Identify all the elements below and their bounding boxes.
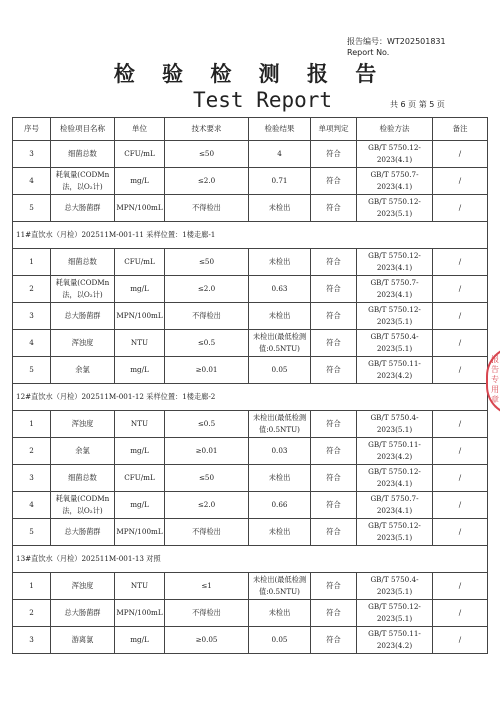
cell-item: 总大肠菌群: [51, 600, 115, 627]
cell-method: GB/T 5750.4-2023(5.1): [357, 330, 433, 357]
table-row: [13, 600, 488, 627]
table-row: [13, 411, 488, 438]
table-row: [13, 195, 488, 222]
table-row: [13, 573, 488, 600]
col-header-result: 检验结果: [249, 118, 311, 141]
cell-judgement: 符合: [311, 573, 357, 600]
cell-result: 未检出(最低检测值:0.5NTU): [249, 573, 311, 600]
cell-requirement: ≤1: [165, 573, 249, 600]
col-header-requirement: 技术要求: [165, 118, 249, 141]
table-row: [13, 168, 488, 195]
cell-requirement: ≤0.5: [165, 330, 249, 357]
cell-result: 0.03: [249, 438, 311, 465]
report-title-cn: 检 验 检 测 报 告: [113, 61, 387, 86]
cell-requirement: 不得检出: [165, 195, 249, 222]
cell-no: 4: [13, 330, 51, 357]
cell-unit: MPN/100mL: [115, 195, 165, 222]
group-header-text: 13#直饮水（月检）202511M-001-13 对照: [13, 546, 488, 573]
cell-no: 1: [13, 249, 51, 276]
cell-item: 余氯: [51, 438, 115, 465]
cell-unit: mg/L: [115, 627, 165, 654]
cell-requirement: ≥0.05: [165, 627, 249, 654]
cell-requirement: ≤2.0: [165, 492, 249, 519]
cell-note: /: [433, 330, 488, 357]
cell-method: GB/T 5750.4-2023(5.1): [357, 573, 433, 600]
cell-judgement: 符合: [311, 276, 357, 303]
cell-unit: MPN/100mL: [115, 600, 165, 627]
cell-unit: MPN/100mL: [115, 519, 165, 546]
cell-result: 未检出: [249, 249, 311, 276]
cell-judgement: 符合: [311, 411, 357, 438]
cell-judgement: 符合: [311, 600, 357, 627]
cell-no: 5: [13, 519, 51, 546]
cell-method: GB/T 5750.12-2023(5.1): [357, 519, 433, 546]
page-info: 共 6 页 第 5 页: [390, 100, 445, 109]
cell-item: 总大肠菌群: [51, 519, 115, 546]
cell-requirement: ≥0.01: [165, 438, 249, 465]
cell-requirement: ≤2.0: [165, 276, 249, 303]
cell-method: GB/T 5750.12-2023(4.1): [357, 465, 433, 492]
cell-unit: CFU/mL: [115, 141, 165, 168]
cell-judgement: 符合: [311, 330, 357, 357]
cell-result: 未检出: [249, 195, 311, 222]
cell-method: GB/T 5750.7-2023(4.1): [357, 492, 433, 519]
cell-judgement: 符合: [311, 249, 357, 276]
cell-item: 游离氯: [51, 627, 115, 654]
cell-result: 未检出: [249, 519, 311, 546]
cell-item: 余氯: [51, 357, 115, 384]
cell-method: GB/T 5750.11-2023(4.2): [357, 357, 433, 384]
cell-item: 细菌总数: [51, 249, 115, 276]
cell-note: /: [433, 465, 488, 492]
cell-note: /: [433, 438, 488, 465]
cell-result: 0.63: [249, 276, 311, 303]
results-table: [12, 117, 488, 654]
cell-requirement: ≤2.0: [165, 168, 249, 195]
table-header-row: [13, 118, 488, 141]
cell-requirement: ≤50: [165, 465, 249, 492]
col-header-item: 检验项目名称: [51, 118, 115, 141]
cell-note: /: [433, 195, 488, 222]
cell-result: 0.05: [249, 357, 311, 384]
col-header-note: 备注: [433, 118, 488, 141]
cell-no: 3: [13, 465, 51, 492]
cell-item: 总大肠菌群: [51, 195, 115, 222]
cell-result: 未检出: [249, 303, 311, 330]
cell-judgement: 符合: [311, 357, 357, 384]
cell-note: /: [433, 627, 488, 654]
group-header-row: [13, 546, 488, 573]
report-title-en: Test Report: [193, 88, 333, 112]
cell-unit: CFU/mL: [115, 465, 165, 492]
cell-no: 4: [13, 168, 51, 195]
cell-requirement: ≤50: [165, 141, 249, 168]
cell-no: 3: [13, 303, 51, 330]
cell-note: /: [433, 519, 488, 546]
table-row: [13, 141, 488, 168]
cell-unit: NTU: [115, 411, 165, 438]
cell-method: GB/T 5750.12-2023(5.1): [357, 600, 433, 627]
cell-method: GB/T 5750.12-2023(4.1): [357, 249, 433, 276]
cell-result: 0.66: [249, 492, 311, 519]
cell-judgement: 符合: [311, 438, 357, 465]
cell-method: GB/T 5750.12-2023(5.1): [357, 303, 433, 330]
table-row: [13, 330, 488, 357]
cell-result: 4: [249, 141, 311, 168]
cell-method: GB/T 5750.11-2023(4.2): [357, 627, 433, 654]
cell-no: 2: [13, 600, 51, 627]
table-body: [13, 141, 488, 654]
table-row: [13, 303, 488, 330]
cell-requirement: 不得检出: [165, 303, 249, 330]
cell-note: /: [433, 303, 488, 330]
cell-result: 未检出(最低检测值:0.5NTU): [249, 330, 311, 357]
cell-judgement: 符合: [311, 465, 357, 492]
cell-unit: mg/L: [115, 168, 165, 195]
cell-note: /: [433, 141, 488, 168]
cell-judgement: 符合: [311, 627, 357, 654]
cell-judgement: 符合: [311, 519, 357, 546]
col-header-unit: 单位: [115, 118, 165, 141]
cell-unit: mg/L: [115, 357, 165, 384]
cell-unit: mg/L: [115, 492, 165, 519]
cell-method: GB/T 5750.4-2023(5.1): [357, 411, 433, 438]
cell-method: GB/T 5750.12-2023(5.1): [357, 195, 433, 222]
table-row: [13, 627, 488, 654]
report-number: [347, 36, 446, 58]
cell-unit: MPN/100mL: [115, 303, 165, 330]
table-row: [13, 249, 488, 276]
cell-no: 1: [13, 573, 51, 600]
group-header-row: [13, 384, 488, 411]
cell-note: /: [433, 492, 488, 519]
cell-judgement: 符合: [311, 141, 357, 168]
cell-unit: CFU/mL: [115, 249, 165, 276]
group-header-row: [13, 222, 488, 249]
cell-item: 细菌总数: [51, 465, 115, 492]
cell-no: 4: [13, 492, 51, 519]
group-header-text: 12#直饮水（月检）202511M-001-12 采样位置：1楼走廊-2: [13, 384, 488, 411]
col-header-judgement: 单项判定: [311, 118, 357, 141]
cell-requirement: ≤0.5: [165, 411, 249, 438]
cell-judgement: 符合: [311, 303, 357, 330]
group-header-text: 11#直饮水（月检）202511M-001-11 采样位置：1楼走廊-1: [13, 222, 488, 249]
cell-judgement: 符合: [311, 168, 357, 195]
table-row: [13, 438, 488, 465]
cell-result: 0.05: [249, 627, 311, 654]
table-row: [13, 276, 488, 303]
cell-note: /: [433, 357, 488, 384]
cell-note: /: [433, 249, 488, 276]
cell-item: 浑浊度: [51, 573, 115, 600]
cell-note: /: [433, 276, 488, 303]
cell-unit: mg/L: [115, 276, 165, 303]
cell-method: GB/T 5750.7-2023(4.1): [357, 276, 433, 303]
cell-note: /: [433, 411, 488, 438]
cell-result: 0.71: [249, 168, 311, 195]
cell-unit: NTU: [115, 573, 165, 600]
cell-note: /: [433, 600, 488, 627]
cell-method: GB/T 5750.12-2023(4.1): [357, 141, 433, 168]
col-header-no: 序号: [13, 118, 51, 141]
cell-item: 耗氧量(CODMn法，以O₂计): [51, 168, 115, 195]
cell-requirement: ≤50: [165, 249, 249, 276]
table-row: [13, 357, 488, 384]
cell-note: /: [433, 573, 488, 600]
cell-item: 浑浊度: [51, 411, 115, 438]
cell-unit: NTU: [115, 330, 165, 357]
seal-text: 报告专用章: [491, 355, 499, 404]
cell-no: 2: [13, 438, 51, 465]
report-number-cn: 报告编号：WT202501831: [347, 37, 446, 46]
cell-no: 2: [13, 276, 51, 303]
cell-no: 3: [13, 627, 51, 654]
cell-note: /: [433, 168, 488, 195]
cell-unit: mg/L: [115, 438, 165, 465]
cell-result: 未检出: [249, 600, 311, 627]
table-row: [13, 492, 488, 519]
cell-method: GB/T 5750.11-2023(4.2): [357, 438, 433, 465]
table-row: [13, 519, 488, 546]
cell-item: 浑浊度: [51, 330, 115, 357]
cell-no: 5: [13, 195, 51, 222]
cell-result: 未检出(最低检测值:0.5NTU): [249, 411, 311, 438]
cell-item: 耗氧量(CODMn法，以O₂计): [51, 492, 115, 519]
cell-requirement: 不得检出: [165, 600, 249, 627]
cell-no: 3: [13, 141, 51, 168]
cell-item: 细菌总数: [51, 141, 115, 168]
table-row: [13, 465, 488, 492]
cell-no: 5: [13, 357, 51, 384]
cell-item: 总大肠菌群: [51, 303, 115, 330]
cell-judgement: 符合: [311, 492, 357, 519]
cell-item: 耗氧量(CODMn法，以O₂计): [51, 276, 115, 303]
cell-requirement: ≥0.01: [165, 357, 249, 384]
cell-judgement: 符合: [311, 195, 357, 222]
report-number-en: Report No.: [347, 48, 390, 57]
cell-no: 1: [13, 411, 51, 438]
cell-result: 未检出: [249, 465, 311, 492]
cell-method: GB/T 5750.7-2023(4.1): [357, 168, 433, 195]
col-header-method: 检验方法: [357, 118, 433, 141]
cell-requirement: 不得检出: [165, 519, 249, 546]
